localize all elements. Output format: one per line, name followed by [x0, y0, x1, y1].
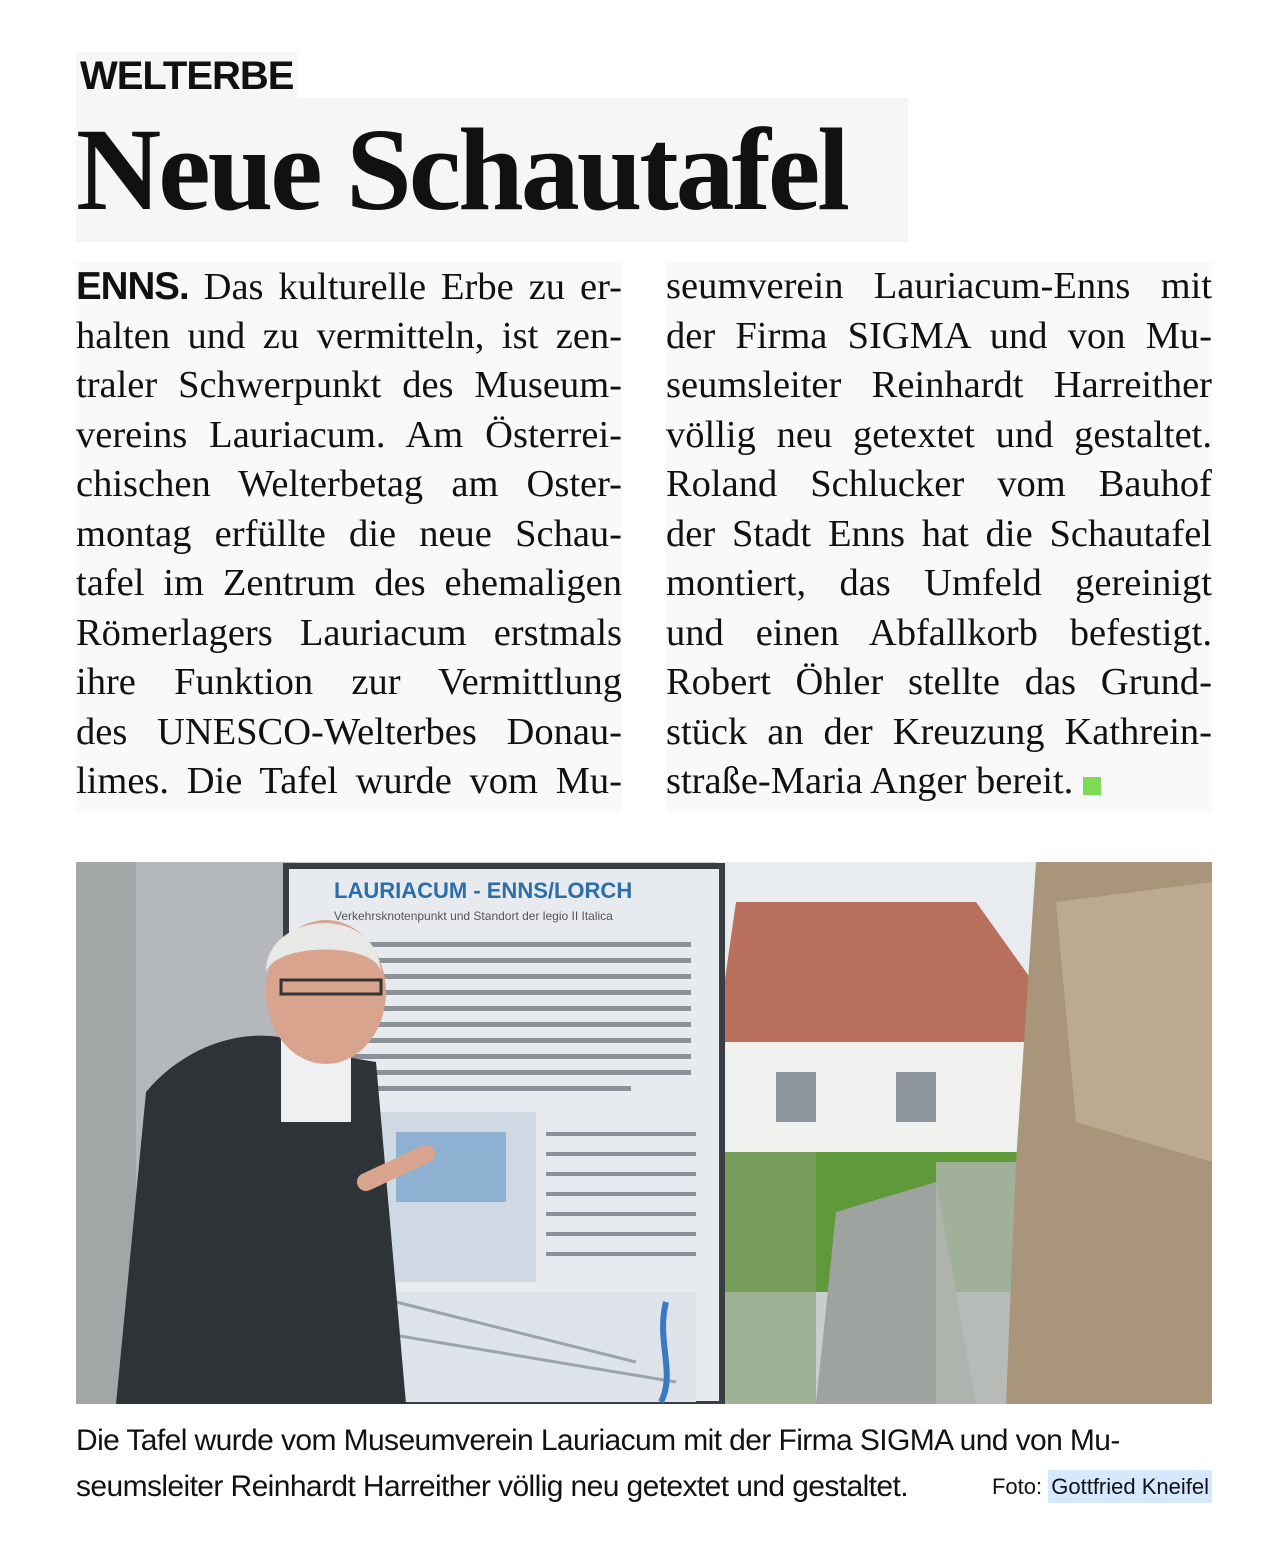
- sign-subtitle: Verkehrsknotenpunkt und Standort der legio II Italica: [334, 909, 613, 923]
- credit-label: Foto:: [991, 1474, 1043, 1499]
- body-line: [666, 757, 1212, 807]
- caption-line: seumsleiter Reinhardt Harreither völlig neu getextet und gestaltet.: [76, 1470, 908, 1503]
- body-line: montag erfüllte die neue Schau-: [76, 512, 622, 555]
- body-line: montiert, das Umfeld gereinigt: [666, 562, 1212, 604]
- body-text: Das kulturelle Erbe zu er-: [188, 266, 622, 308]
- body-line: seumsleiter Reinhardt Harreither: [666, 364, 1212, 406]
- photo-caption: [76, 1418, 1212, 1510]
- body-line: der Firma SIGMA und von Mu-: [666, 314, 1212, 357]
- photo-credit: [992, 1464, 1212, 1510]
- body-line: völlig neu getextet und gestaltet.: [666, 413, 1212, 456]
- body-line: Römerlagers Lauriacum erstmals: [76, 611, 622, 654]
- body-text: straße-Maria Anger bereit.: [666, 760, 1074, 802]
- body-line: des UNESCO-Welterbes Donau-: [76, 710, 622, 753]
- body-line: halten und zu vermitteln, ist zen-: [76, 314, 622, 357]
- body-line: chischen Welterbetag am Oster-: [76, 463, 622, 505]
- dateline: ENNS.: [76, 265, 189, 308]
- article-photo: [76, 862, 1212, 1404]
- body-line: seumverein Lauriacum-Enns mit: [666, 265, 1212, 307]
- body-line: limes. Die Tafel wurde vom Mu-: [76, 760, 622, 802]
- body-line: und einen Abfallkorb befestigt.: [666, 611, 1212, 654]
- caption-line: Die Tafel wurde vom Museumverein Lauriacum mit der Firma SIGMA und von Mu-: [76, 1424, 1120, 1457]
- body-line: vereins Lauriacum. Am Österrei-: [76, 413, 622, 456]
- credit-name: Gottfried Kneifel: [1048, 1470, 1212, 1503]
- body-line: Robert Öhler stellte das Grund-: [666, 661, 1212, 703]
- body-line: ihre Funktion zur Vermittlung: [76, 661, 622, 703]
- end-mark-icon: [1083, 777, 1101, 795]
- sign-title: LAURIACUM - ENNS/LORCH: [334, 878, 633, 903]
- body-column-left: [76, 262, 622, 812]
- body-line: der Stadt Enns hat die Schautafel: [666, 512, 1212, 555]
- body-line: stück an der Kreuzung Kathrein-: [666, 710, 1212, 753]
- section-kicker: WELTERBE: [76, 52, 297, 100]
- body-line: tafel im Zentrum des ehemaligen: [76, 562, 622, 604]
- body-line: [76, 262, 622, 312]
- body-line: Roland Schlucker vom Bauhof: [666, 463, 1212, 505]
- body-column-right: [666, 262, 1212, 812]
- headline: Neue Schautafel: [76, 98, 908, 242]
- body-line: traler Schwerpunkt des Museum-: [76, 364, 622, 406]
- man-jacket: [116, 1036, 406, 1404]
